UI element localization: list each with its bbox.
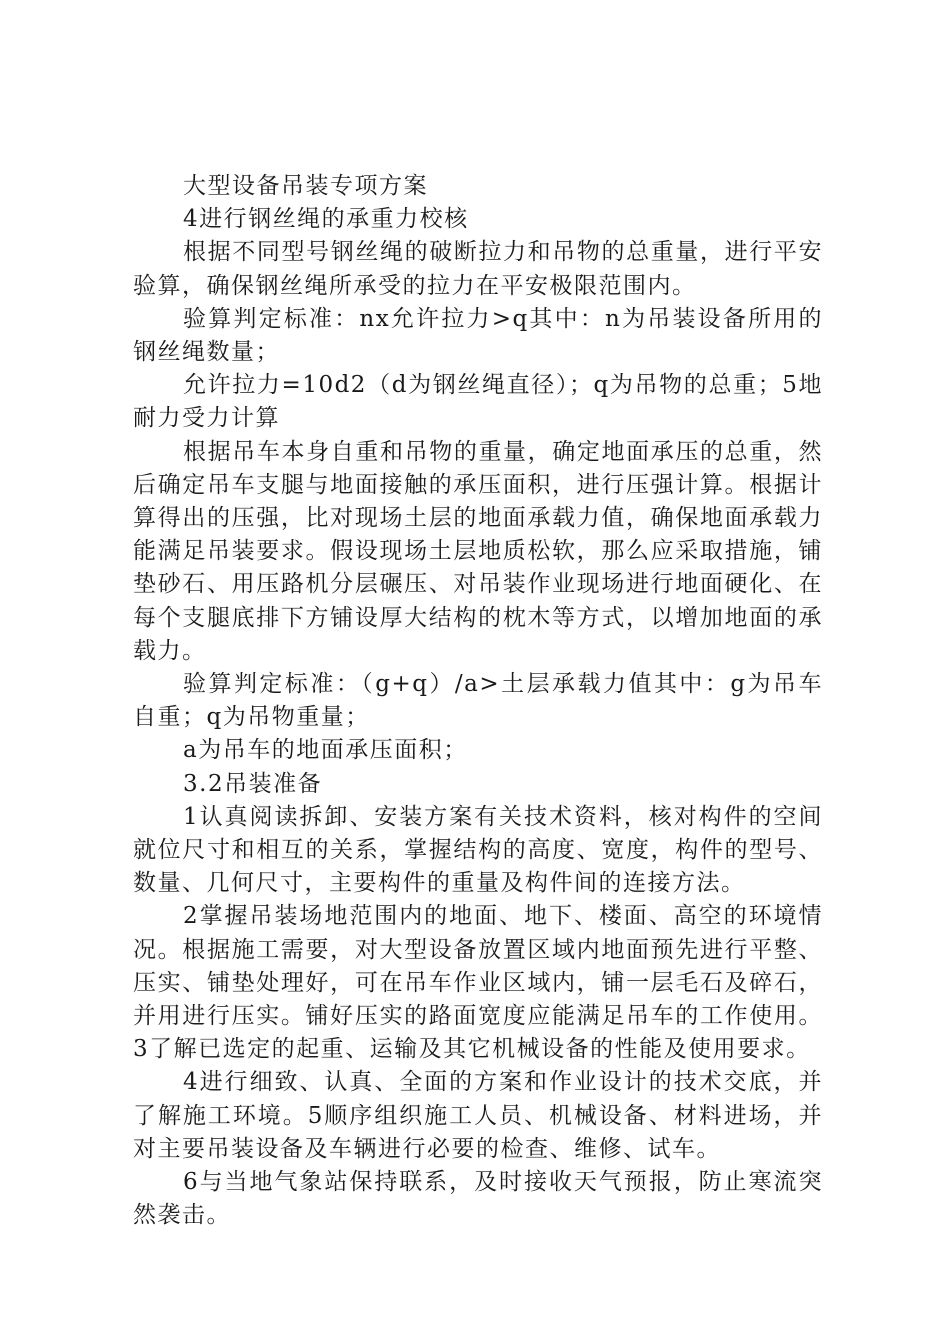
section-heading-lifting-preparation: 3.2吊装准备 [183,770,323,797]
paragraph: 验算判定标准：（g+q）/a>土层承载力值其中：g为吊车自重；q为吊物重量； [133,671,823,731]
paragraph: 根据不同型号钢丝绳的破断拉力和吊物的总重量，进行平安验算，确保钢丝绳所承受的拉力在平安极限范围内。 [133,239,823,299]
paragraph: 允许拉力=10d2（d为钢丝绳直径）；q为吊物的总重；5地耐力受力计算 [133,372,823,432]
paragraph: 根据吊车本身自重和吊物的重量，确定地面承压的总重，然后确定吊车支腿与地面接触的承压面积，进行压强计算。根据计算得出的压强，比对现场土层的地面承载力值，确保地面承载力能满足吊装要求。假设现场土层地质松软，那么应采取措施，铺垫砂石、用压路机分层碾压、对吊装作业现场进行地面硬化、在每个支腿底排下方铺设厚大结构的枕木等方式，以增加地面的承载力。 [133,438,823,664]
document-body [133,170,823,1233]
paragraph: 2掌握吊装场地范围内的地面、地下、楼面、高空的环境情况。根据施工需要，对大型设备放置区域内地面预先进行平整、压实、铺垫处理好，可在吊车作业区域内，铺一层毛石及碎石，并用进行压实。铺好压实的路面宽度应能满足吊车的工作使用。3了解已选定的起重、运输及其它机械设备的性能及使用要求。 [133,903,823,1063]
section-heading-wire-rope-check: 4进行钢丝绳的承重力校核 [183,206,469,233]
paragraph: 1认真阅读拆卸、安装方案有关技术资料，核对构件的空间就位尺寸和相互的关系，掌握结构的高度、宽度，构件的型号、数量、几何尺寸，主要构件的重量及构件间的连接方法。 [133,803,823,897]
paragraph: 4进行细致、认真、全面的方案和作业设计的技术交底，并了解施工环境。5顺序组织施工人员、机械设备、材料进场，并对主要吊装设备及车辆进行必要的检查、维修、试车。 [133,1069,823,1162]
paragraph: a为吊车的地面承压面积； [183,737,468,764]
paragraph: 验算判定标准：nx允许拉力>q其中：n为吊装设备所用的钢丝绳数量； [133,305,823,366]
paragraph: 6与当地气象站保持联系，及时接收天气预报，防止寒流突然袭击。 [133,1169,823,1229]
document-title: 大型设备吊装专项方案 [183,173,428,199]
